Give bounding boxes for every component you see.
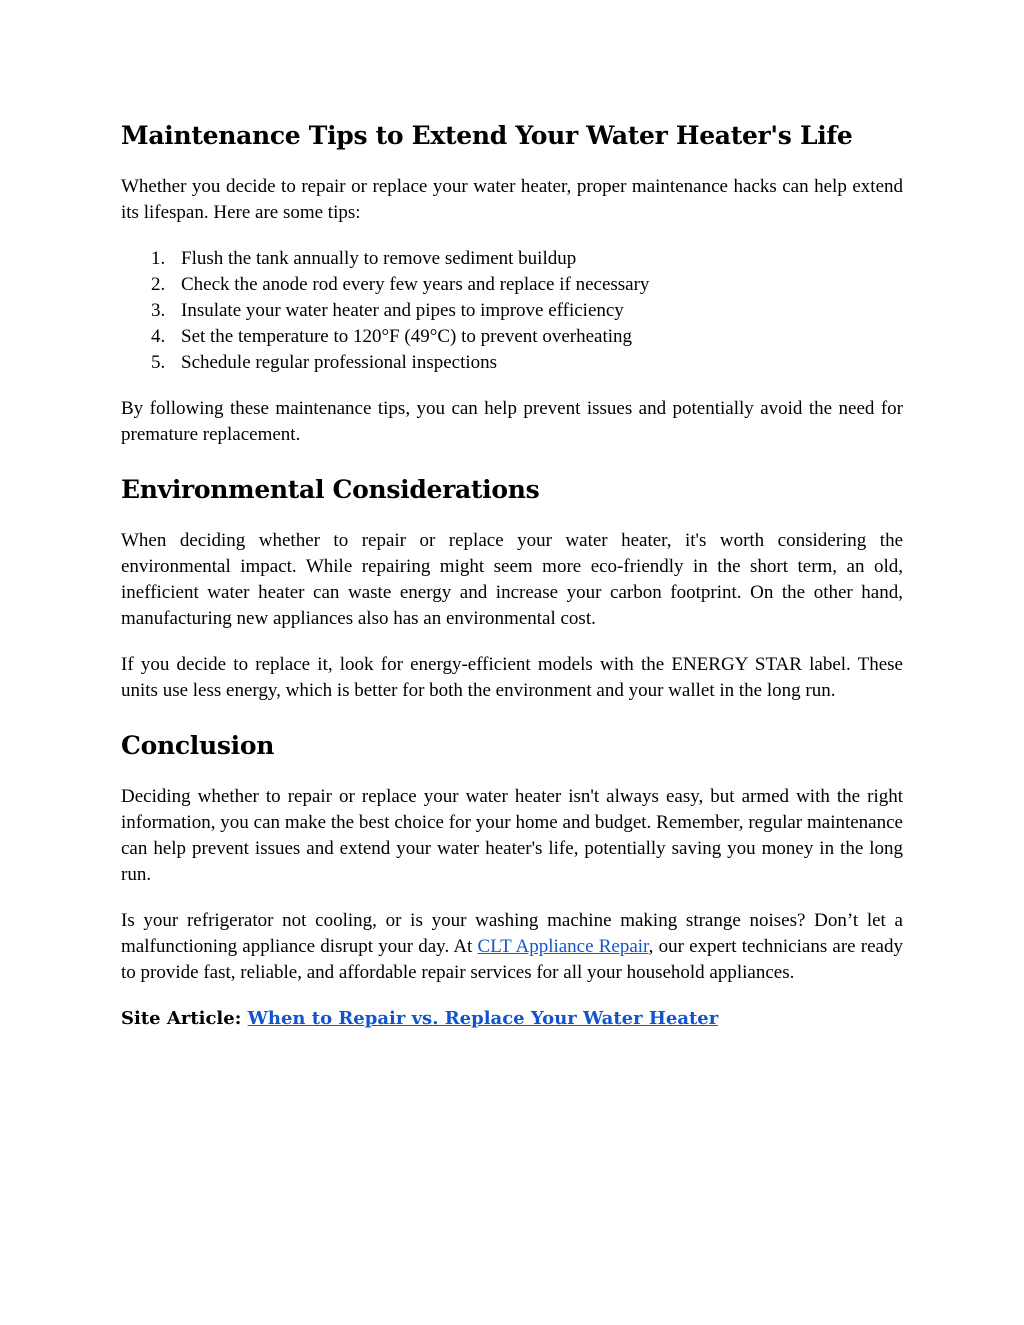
clt-appliance-repair-link[interactable]: CLT Appliance Repair bbox=[477, 936, 649, 957]
conclusion-text-after-link: , our expert technicians are ready to provide fast, reliable, and affordable repair services for all your household appliances. bbox=[121, 936, 903, 983]
list-item-text: Check the anode rod every few years and replace if necessary bbox=[181, 274, 650, 295]
site-article-link[interactable]: When to Repair vs. Replace Your Water Heater bbox=[247, 1008, 719, 1029]
site-article-line bbox=[121, 1006, 903, 1032]
environmental-paragraph-2: If you decide to replace it, look for energy-efficient models with the ENERGY STAR label. These units use less energy, which is better for both the environment and your wallet in the long run. bbox=[121, 654, 903, 701]
document-page bbox=[121, 118, 903, 1032]
list-item-text: Schedule regular professional inspections bbox=[181, 352, 498, 373]
conclusion-text-before-link: Is your refrigerator not cooling, or is your washing machine making strange noises? Don’t let a malfunctioning appliance disrupt your day. At bbox=[121, 910, 903, 957]
maintenance-outro: By following these maintenance tips, you can help prevent issues and potentially avoid the need for premature replacement. bbox=[121, 398, 903, 445]
list-item-text: Flush the tank annually to remove sediment buildup bbox=[181, 248, 577, 269]
maintenance-intro: Whether you decide to repair or replace your water heater, proper maintenance hacks can help extend its lifespan. Here are some tips: bbox=[121, 176, 903, 223]
list-item-text: Set the temperature to 120°F (49°C) to prevent overheating bbox=[181, 326, 633, 347]
list-item bbox=[121, 298, 903, 324]
site-article-label: Site Article: bbox=[121, 1008, 242, 1029]
conclusion-paragraph-2 bbox=[121, 908, 903, 986]
maintenance-heading: Maintenance Tips to Extend Your Water Heater's Life bbox=[121, 121, 853, 150]
list-item bbox=[121, 272, 903, 298]
list-number: 2. bbox=[151, 274, 166, 295]
list-number: 1. bbox=[151, 248, 166, 269]
list-item bbox=[121, 324, 903, 350]
conclusion-paragraph-1: Deciding whether to repair or replace your water heater isn't always easy, but armed with the right information, you can make the best choice for your home and budget. Remember, regular maintenance can help prevent issues and extend your water heater's life, potentially saving you money in the long run. bbox=[121, 786, 903, 885]
list-item bbox=[121, 246, 903, 272]
environmental-heading: Environmental Considerations bbox=[121, 475, 540, 504]
list-item bbox=[121, 350, 903, 376]
list-number: 3. bbox=[151, 300, 166, 321]
list-number: 4. bbox=[151, 326, 166, 347]
conclusion-heading: Conclusion bbox=[121, 731, 275, 760]
list-number: 5. bbox=[151, 352, 166, 373]
maintenance-tips-list bbox=[121, 246, 903, 376]
list-item-text: Insulate your water heater and pipes to improve efficiency bbox=[181, 300, 624, 321]
environmental-paragraph-1: When deciding whether to repair or replace your water heater, it's worth considering the environmental impact. While repairing might seem more eco-friendly in the short term, an old, inefficient water heater can waste energy and increase your carbon footprint. On the other hand, manufacturing new appliances also has an environmental cost. bbox=[121, 530, 903, 629]
